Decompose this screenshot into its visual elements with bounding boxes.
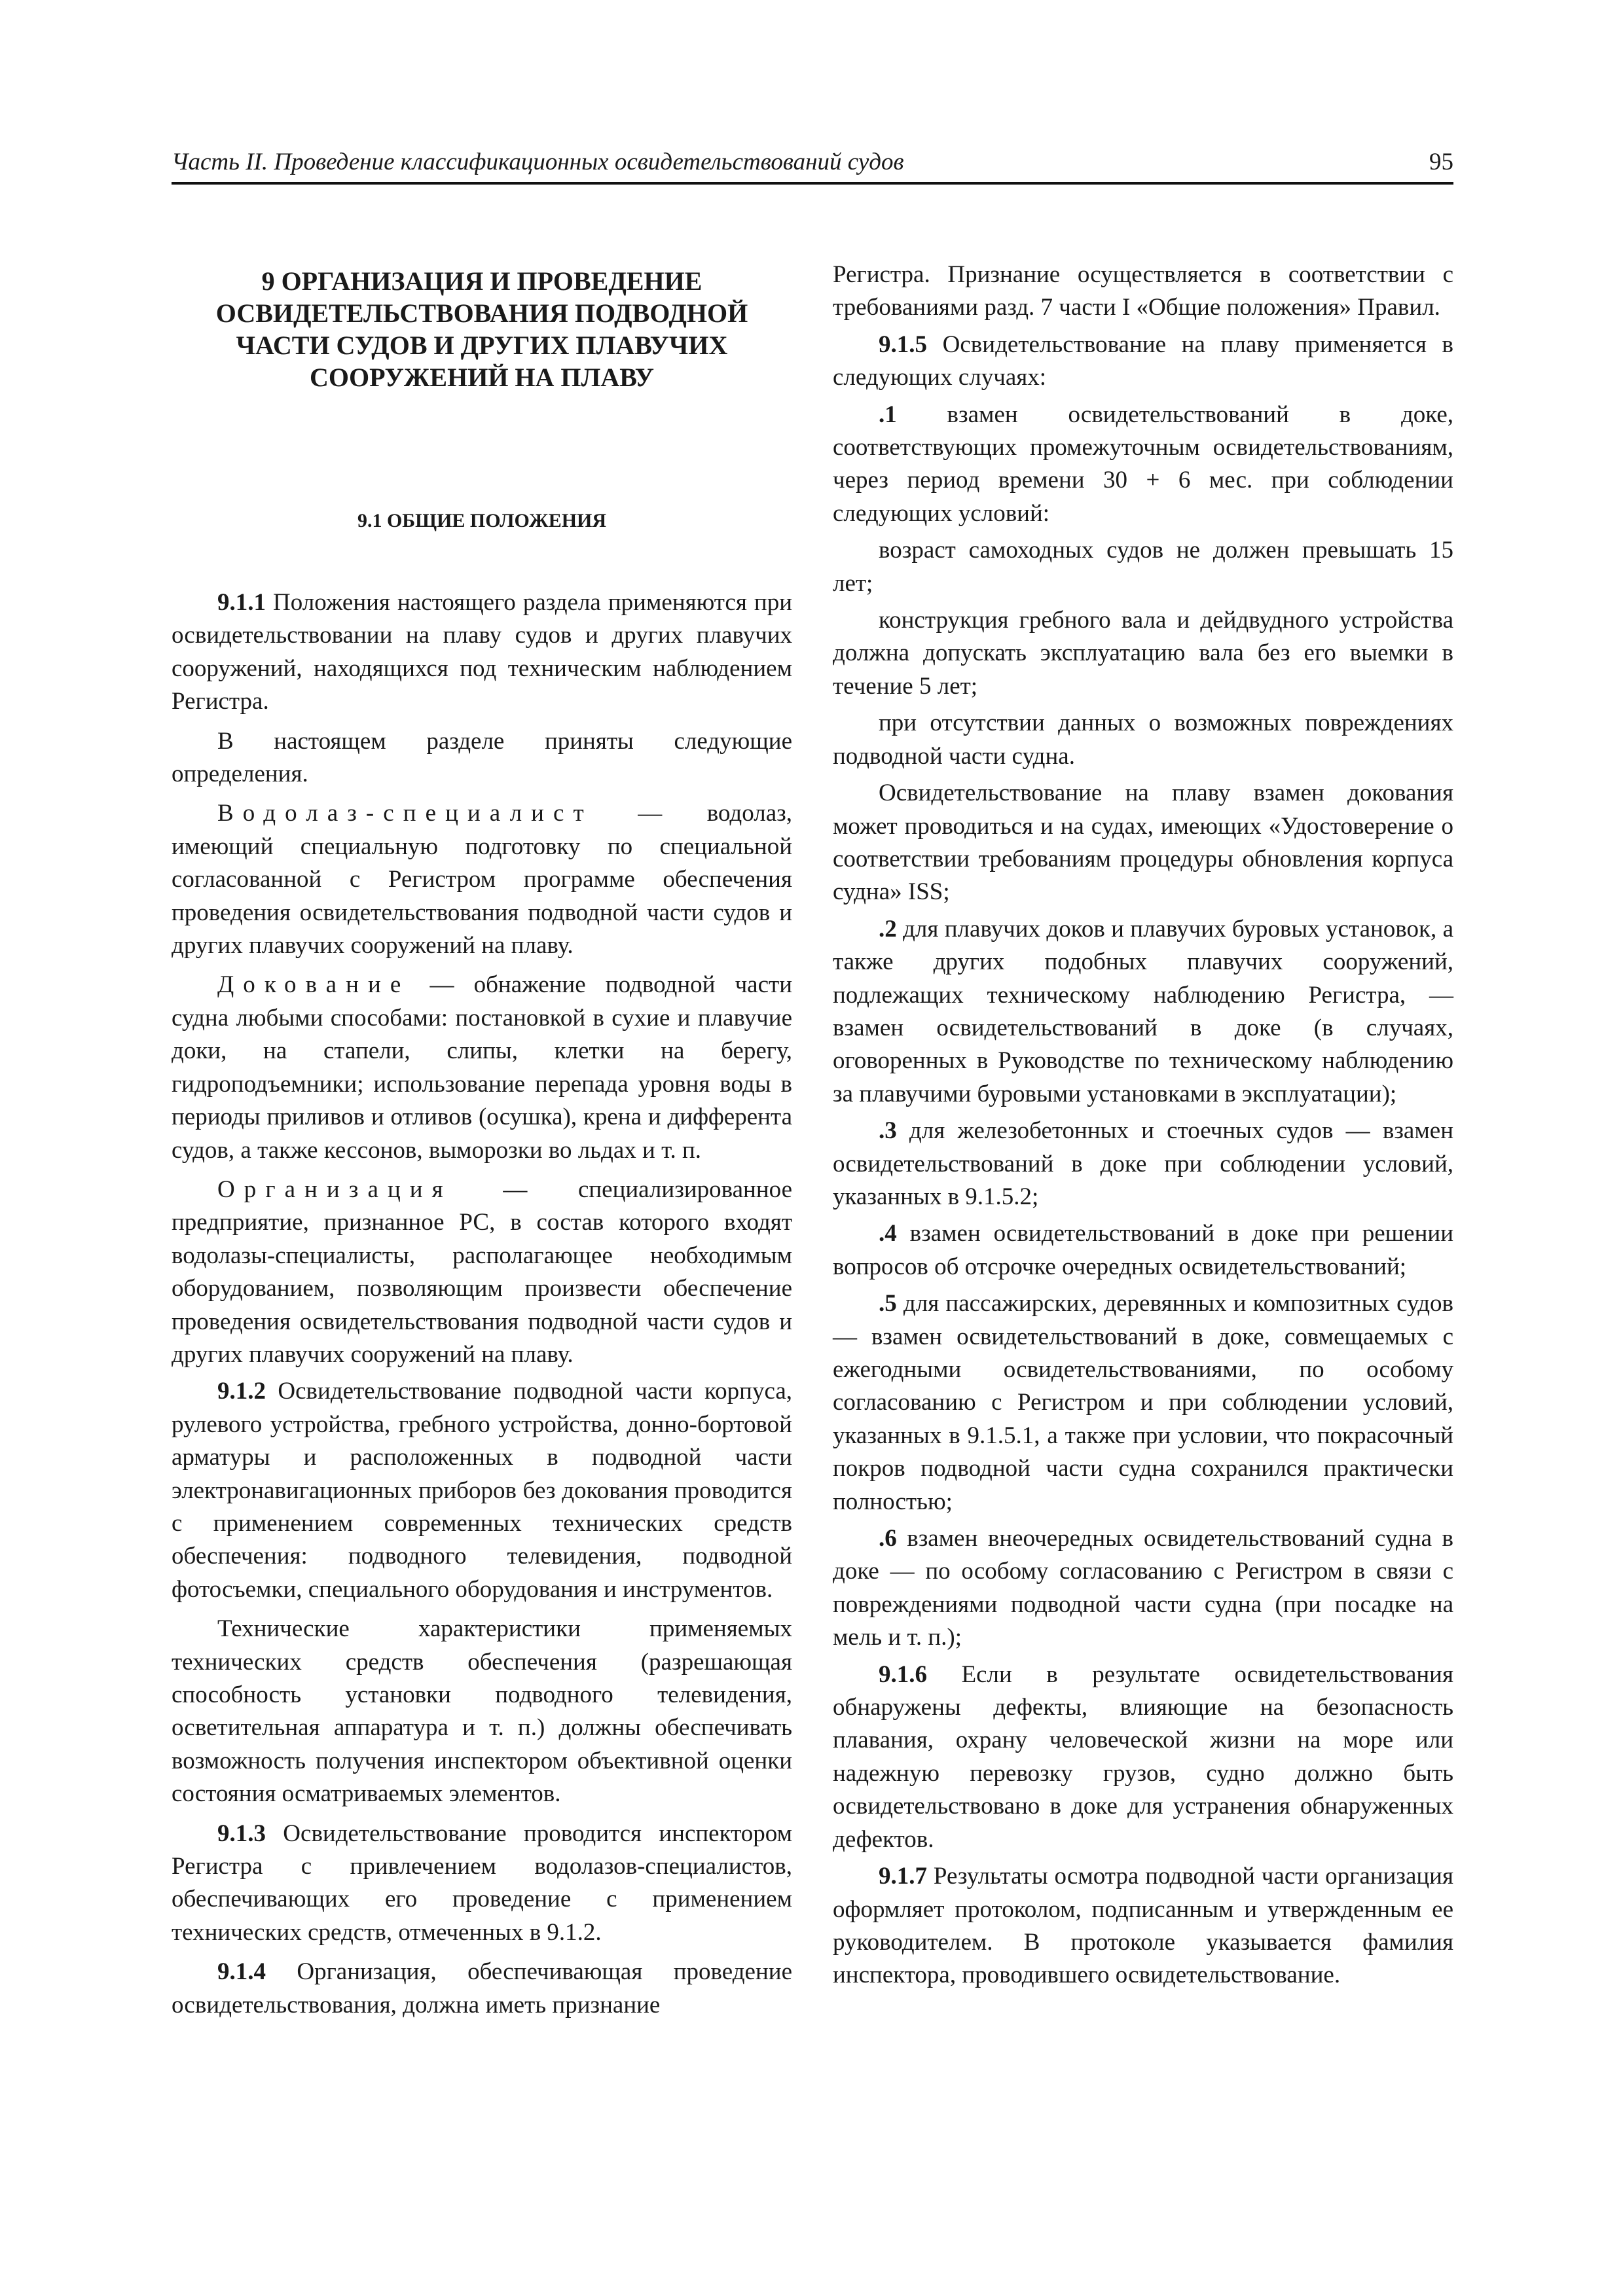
chapter-title: 9 ОРГАНИЗАЦИЯ И ПРОВЕДЕНИЕ ОСВИДЕТЕЛЬСТВОВАНИЯ ПОДВОДНОЙ ЧАСТИ СУДОВ И ДРУГИХ ПЛАВУЧИХ СООРУЖЕНИЙ НА ПЛАВУ: [215, 266, 748, 392]
item-number: .2: [879, 915, 897, 942]
item-number: .1: [879, 401, 897, 428]
paragraph-text: Положения настоящего раздела применяются при освидетельствовании на плаву судов и других плавучих сооружений, находящихся под техническим наблюдением Регистра.: [172, 589, 792, 715]
clause-number: 9.1.5: [879, 331, 927, 358]
paragraph-text: Освидетельствование на плаву взамен докования может проводиться и на судах, имеющих «Удостоверение о соответствии требованиям процедуры обновления корпуса судна» ISS;: [833, 780, 1453, 906]
right-column: [833, 259, 1453, 1992]
paragraph-9-1-5: [833, 329, 1453, 395]
defined-term: Водолаз-специалист: [217, 800, 593, 827]
item-number: .4: [879, 1220, 897, 1247]
definition-text: — специализированное предприятие, признанное РС, в состав которого входят водолазы-специалисты, располагающее необходимым оборудованием, позволяющим произвести обеспечение проведения освидетельствования подводной части судов и других плавучих сооружений на плаву.: [172, 1175, 792, 1368]
definition-docking: [172, 969, 792, 1166]
paragraph-text: Организация, обеспечивающая проведение освидетельствования, должна иметь признание: [172, 1958, 792, 2018]
paragraph-text: Если в результате освидетельствования обнаружены дефекты, влияющие на безопасность плавания, охрану человеческой жизни на море или надежную перевозку грузов, судно должно быть освидетельствовано в доке для устранения обнаруженных дефектов.: [833, 1660, 1453, 1853]
item-9-1-5-3: [833, 1115, 1453, 1213]
paragraph-text: Освидетельствование на плаву применяется в следующих случаях:: [833, 331, 1453, 391]
running-header-title: Часть II. Проведение классификационных освидетельствований судов: [172, 149, 904, 175]
defined-term: Докование: [217, 971, 410, 999]
paragraph-text: Регистра. Признание осуществляется в соответствии с требованиями разд. 7 части I «Общие положения» Правил.: [833, 261, 1453, 321]
paragraph-9-1-7: [833, 1860, 1453, 1992]
item-text: взамен внеочередных освидетельствований судна в доке — по особому согласованию с Регистром в связи с повреждениями подводной части судна (при посадке на мель и т. п.);: [833, 1525, 1453, 1651]
paragraph-text: Освидетельствование подводной части корпуса, рулевого устройства, гребного устройства, донно-бортовой арматуры и расположенных в подводной части электронавигационных приборов без докования проводится с применением современных технических средств обеспечения: подводного телевидения, подводной фотосъемки, специального оборудования и инструментов.: [172, 1378, 792, 1603]
condition-propeller-shaft: [833, 604, 1453, 703]
item-number: .6: [879, 1525, 897, 1552]
paragraph-text: возраст самоходных судов не должен превышать 15 лет;: [833, 537, 1453, 597]
paragraph-9-1-4: [172, 1956, 792, 2022]
definition-text: — водолаз, имеющий специальную подготовку по специальной согласованной с Регистром программе обеспечения проведения освидетельствования подводной части судов и других плавучих сооружений на плаву.: [172, 800, 792, 960]
paragraph-text: конструкция гребного вала и дейдвудного устройства должна допускать эксплуатацию вала без его выемки в течение 5 лет;: [833, 607, 1453, 700]
item-9-1-5-6: [833, 1522, 1453, 1655]
item-9-1-5-2: [833, 913, 1453, 1111]
section-title: 9.1 ОБЩИЕ ПОЛОЖЕНИЯ: [357, 510, 607, 531]
paragraph-text: Освидетельствование проводится инспектором Регистра с привлечением водолазов-специалистов, обеспечивающих его проведение с применением технических средств, отмеченных в 9.1.2.: [172, 1820, 792, 1946]
defined-term: Организация: [217, 1175, 452, 1203]
item-text: взамен освидетельствований в доке, соответствующих промежуточным освидетельствованиям, через период времени 30 + 6 мес. при соблюдении следующих условий:: [833, 401, 1453, 527]
running-header: [172, 143, 1453, 185]
item-number: .5: [879, 1290, 897, 1318]
paragraph-technical-characteristics: [172, 1613, 792, 1810]
paragraph-iss-certificate: [833, 777, 1453, 909]
paragraph-text: В настоящем разделе приняты следующие определения.: [172, 727, 792, 788]
item-9-1-5-5: [833, 1287, 1453, 1518]
left-column: [172, 259, 792, 2022]
page-number: 95: [1429, 149, 1453, 175]
clause-number: 9.1.6: [879, 1660, 927, 1688]
item-text: для пассажирских, деревянных и композитных судов — взамен освидетельствований в доке, совмещаемых с ежегодными освидетельствованиями, по особому согласованию с Регистром и при соблюдении условий, указанных в 9.1.5.1, а также при условии, что покрасочный покров подводной части судна сохранился практически полностью;: [833, 1290, 1453, 1515]
paragraph-9-1-3: [172, 1818, 792, 1950]
paragraph-9-1-4-continued: [833, 259, 1453, 325]
clause-number: 9.1.4: [217, 1958, 266, 1986]
paragraph-text: при отсутствии данных о возможных повреждениях подводной части судна.: [833, 709, 1453, 770]
definition-text: — обнажение подводной части судна любыми способами: постановкой в сухие и плавучие доки, на стапели, слипы, клетки на берегу, гидроподъемники; использование перепада уровня воды в периоды приливов и отливов (осушка), крена и дифферента судов, а также кессонов, выморозки во льдах и т. п.: [172, 971, 792, 1164]
clause-number: 9.1.7: [879, 1863, 927, 1890]
paragraph-9-1-6: [833, 1659, 1453, 1856]
paragraph-definitions-intro: [172, 725, 792, 791]
paragraph-text: Результаты осмотра подводной части организация оформляет протоколом, подписанным и утвержденным ее руководителем. В протоколе указывается фамилия инспектора, проводившего освидетельствование.: [833, 1863, 1453, 1989]
paragraph-9-1-1: [172, 586, 792, 719]
item-number: .3: [879, 1117, 897, 1145]
item-text: взамен освидетельствований в доке при решении вопросов об отсрочке очередных освидетельствований;: [833, 1220, 1453, 1280]
definition-diver-specialist: [172, 797, 792, 962]
condition-vessel-age: [833, 534, 1453, 600]
clause-number: 9.1.2: [217, 1378, 266, 1405]
item-text: для железобетонных и стоечных судов — взамен освидетельствований в доке при соблюдении условий, указанных в 9.1.5.2;: [833, 1117, 1453, 1210]
clause-number: 9.1.3: [217, 1820, 266, 1847]
clause-number: 9.1.1: [217, 589, 266, 616]
item-9-1-5-1: [833, 399, 1453, 531]
paragraph-9-1-2: [172, 1375, 792, 1606]
item-9-1-5-4: [833, 1217, 1453, 1283]
condition-no-damage-data: [833, 707, 1453, 773]
item-text: для плавучих доков и плавучих буровых установок, а также других подобных плавучих сооружений, подлежащих техническому наблюдению Регистра, — взамен освидетельствований в доке (в случаях, оговоренных в Руководстве по техническому наблюдению за плавучими буровыми установками в эксплуатации);: [833, 915, 1453, 1107]
definition-organization: [172, 1174, 792, 1371]
paragraph-text: Технические характеристики применяемых технических средств обеспечения (разрешающая способность установки подводного телевидения, осветительная аппаратура и т. п.) должны обеспечивать возможность получения инспектором объективной оценки состояния осматриваемых элементов.: [172, 1615, 792, 1808]
